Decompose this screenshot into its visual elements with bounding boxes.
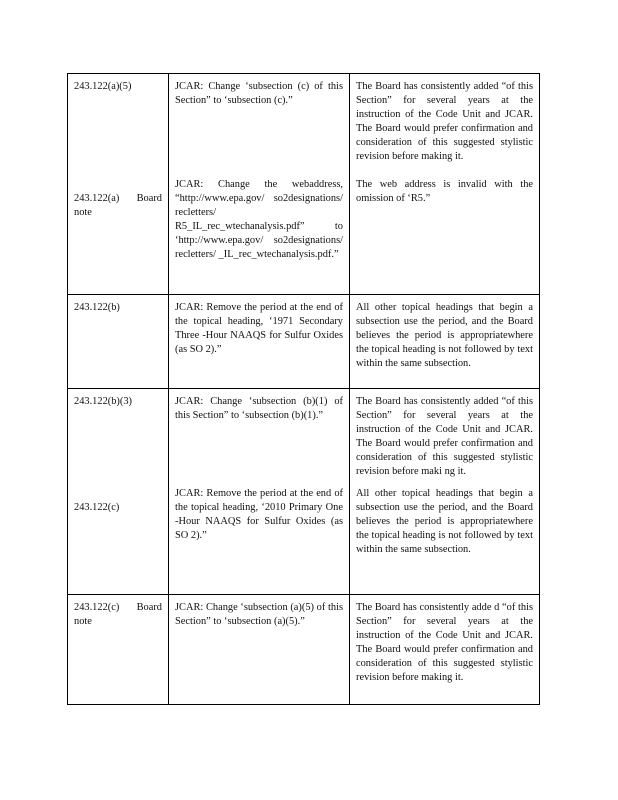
board-response-text: The Board has consistently added “of this Section” for several years at the instruction of the Code Unit and JCAR. The Board would prefer confirmation and consideration of this suggested stylistic revision before maki ng it. (356, 396, 533, 477)
section-ref: 243.122(b) (74, 302, 120, 313)
change-cell (169, 595, 350, 705)
section-ref: 243.122(c) Board note (74, 602, 162, 627)
jcar-change-text: JCAR: Change ‘subsection (b)(1) of this Section” to ‘subsection (b)(1).” (175, 396, 343, 421)
board-response-text: All other topical headings that begin a subsection use the period, and the Board believes the period is appropriatewhere the topical heading is not followed by text within the same subsection. (356, 488, 533, 555)
table-row (68, 389, 540, 595)
jcar-change-text: JCAR: Remove the period at the end of the topical heading, ‘2010 Primary One -Hour NAAQS for Sulfur Oxides (as SO 2).” (175, 488, 343, 541)
jcar-change-text: JCAR: Change ‘subsection (c) of this Section” to ‘subsection (c).” (175, 81, 343, 106)
section-ref: 243.122(a) Board note (74, 193, 162, 218)
section-cell (68, 389, 169, 595)
response-cell (350, 389, 540, 595)
section-ref: 243.122(a)(5) (74, 81, 132, 92)
jcar-change-text: JCAR: Change ‘subsection (a)(5) of this Section” to ‘subsection (a)(5).” (175, 602, 343, 627)
section-cell (68, 595, 169, 705)
jcar-change-text: JCAR: Remove the period at the end of the topical heading, ‘1971 Secondary Three -Hour NAAQS for Sulfur Oxides (as SO 2).” (175, 302, 343, 355)
section-ref: 243.122(c) (74, 502, 120, 513)
response-cell (350, 74, 540, 295)
table-row (68, 295, 540, 389)
board-response-text: The web address is invalid with the omission of ‘R5.” (356, 179, 533, 204)
response-cell (350, 595, 540, 705)
board-response-text: All other topical headings that begin a subsection use the period, and the Board believes the period is appropriatewhere the topical heading is not followed by text within the same subsection. (356, 302, 533, 369)
change-cell (169, 74, 350, 295)
board-response-text: The Board has consistently added “of this Section” for several years at the instruction of the Code Unit and JCAR. The Board would prefer confirmation and consideration of this suggested stylistic revision before making it. (356, 81, 533, 162)
board-response-text: The Board has consistently adde d “of this Section” for several years at the instruction of the Code Unit and JCAR. The Board would prefer confirmation and consideration of this suggested stylistic revision before making it. (356, 602, 533, 683)
section-cell (68, 74, 169, 295)
table-row (68, 595, 540, 705)
section-ref: 243.122(b)(3) (74, 396, 133, 407)
section-cell (68, 295, 169, 389)
table-row (68, 74, 540, 295)
change-cell (169, 389, 350, 595)
comments-table (67, 73, 540, 705)
response-cell (350, 295, 540, 389)
jcar-change-text: JCAR: Change the webaddress, “http://www.epa.gov/ so2designations/ recletters/ R5_IL_rec_wtechanalysis.pdf” to ‘http://www.epa.gov/ so2designations/ recletters/ _IL_rec_wtechanalysis.pdf.” (175, 179, 343, 260)
change-cell (169, 295, 350, 389)
